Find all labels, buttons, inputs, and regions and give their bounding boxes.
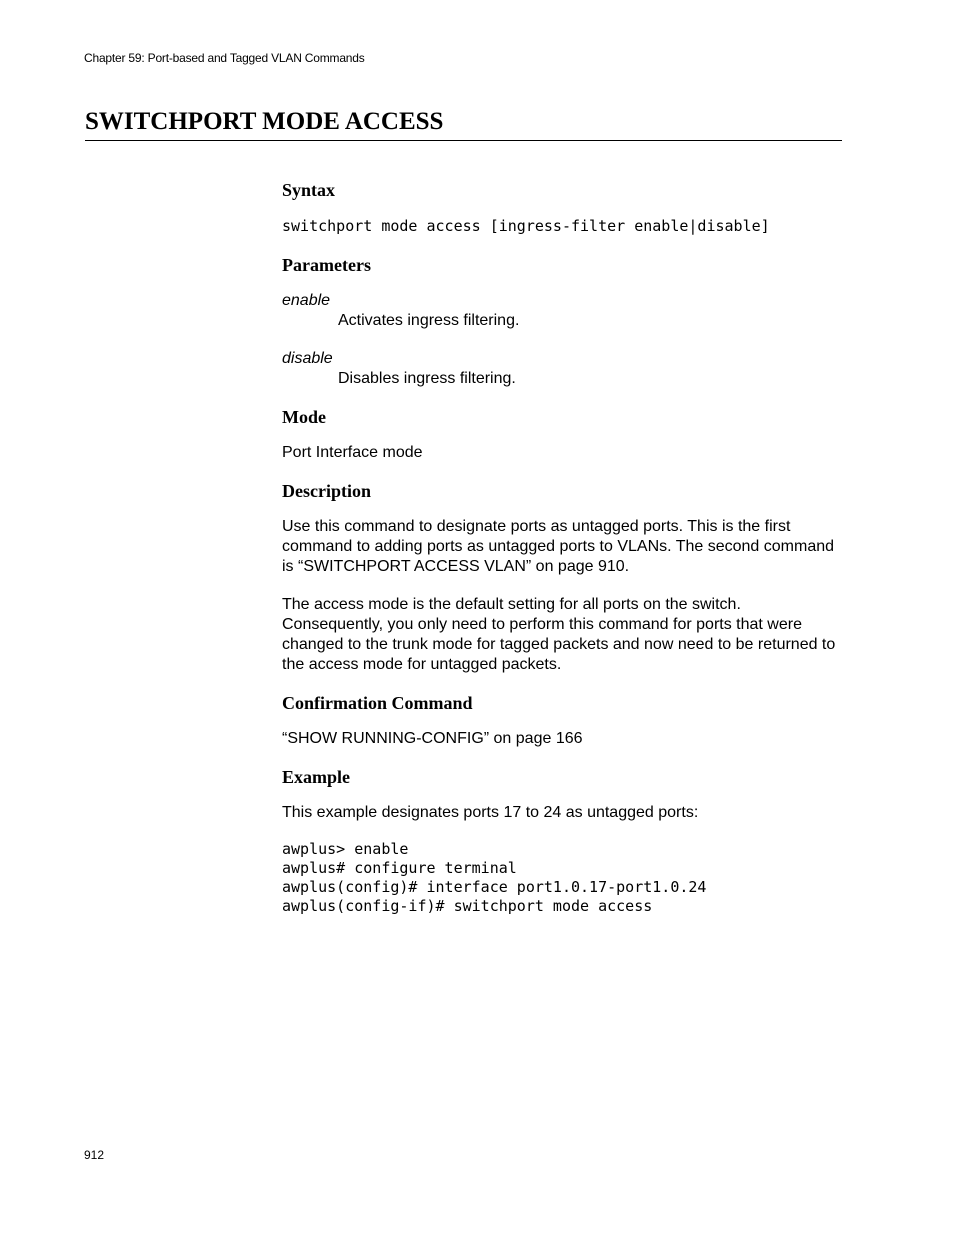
syntax-heading: Syntax bbox=[282, 180, 336, 200]
title-rule bbox=[85, 140, 842, 141]
example-code-line: awplus(config-if)# switchport mode access bbox=[282, 897, 653, 915]
description-heading: Description bbox=[282, 481, 371, 501]
syntax-command: switchport mode access [ingress-filter enable|disable] bbox=[282, 217, 770, 235]
param-name-disable: disable bbox=[282, 350, 333, 367]
param-desc-enable: Activates ingress filtering. bbox=[338, 312, 520, 329]
syntax-section bbox=[282, 178, 842, 236]
page-title: SWITCHPORT MODE ACCESS bbox=[85, 108, 444, 135]
param-desc-disable: Disables ingress filtering. bbox=[338, 370, 516, 387]
example-code-line: awplus# configure terminal bbox=[282, 859, 517, 877]
example-section bbox=[282, 765, 842, 916]
mode-heading: Mode bbox=[282, 407, 326, 427]
example-code-line: awplus(config)# interface port1.0.17-port1.0.24 bbox=[282, 878, 707, 896]
example-code-line: awplus> enable bbox=[282, 840, 409, 858]
mode-section bbox=[282, 405, 842, 463]
description-paragraph: The access mode is the default setting for all ports on the switch. Consequently, you only need to perform this command for ports that were changed to the trunk mode for tagged packets and now need to be returned to the access mode for untagged packets. bbox=[282, 596, 836, 673]
example-heading: Example bbox=[282, 767, 351, 787]
confirmation-section bbox=[282, 691, 842, 749]
description-paragraph: Use this command to designate ports as untagged ports. This is the first command to adding ports as untagged ports to VLANs. The second command is “SWITCHPORT ACCESS VLAN” on page 910. bbox=[282, 518, 835, 575]
parameters-heading: Parameters bbox=[282, 255, 371, 275]
example-intro: This example designates ports 17 to 24 as untagged ports: bbox=[282, 804, 699, 821]
param-name-enable: enable bbox=[282, 292, 331, 309]
running-header: Chapter 59: Port-based and Tagged VLAN Commands bbox=[84, 51, 365, 65]
description-section bbox=[282, 479, 842, 675]
confirmation-text: “SHOW RUNNING-CONFIG” on page 166 bbox=[282, 730, 583, 747]
confirmation-heading: Confirmation Command bbox=[282, 693, 473, 713]
content bbox=[282, 178, 842, 916]
example-code-block bbox=[282, 840, 842, 916]
page-number: 912 bbox=[84, 1148, 105, 1162]
parameters-section bbox=[282, 253, 842, 389]
mode-text: Port Interface mode bbox=[282, 444, 423, 461]
